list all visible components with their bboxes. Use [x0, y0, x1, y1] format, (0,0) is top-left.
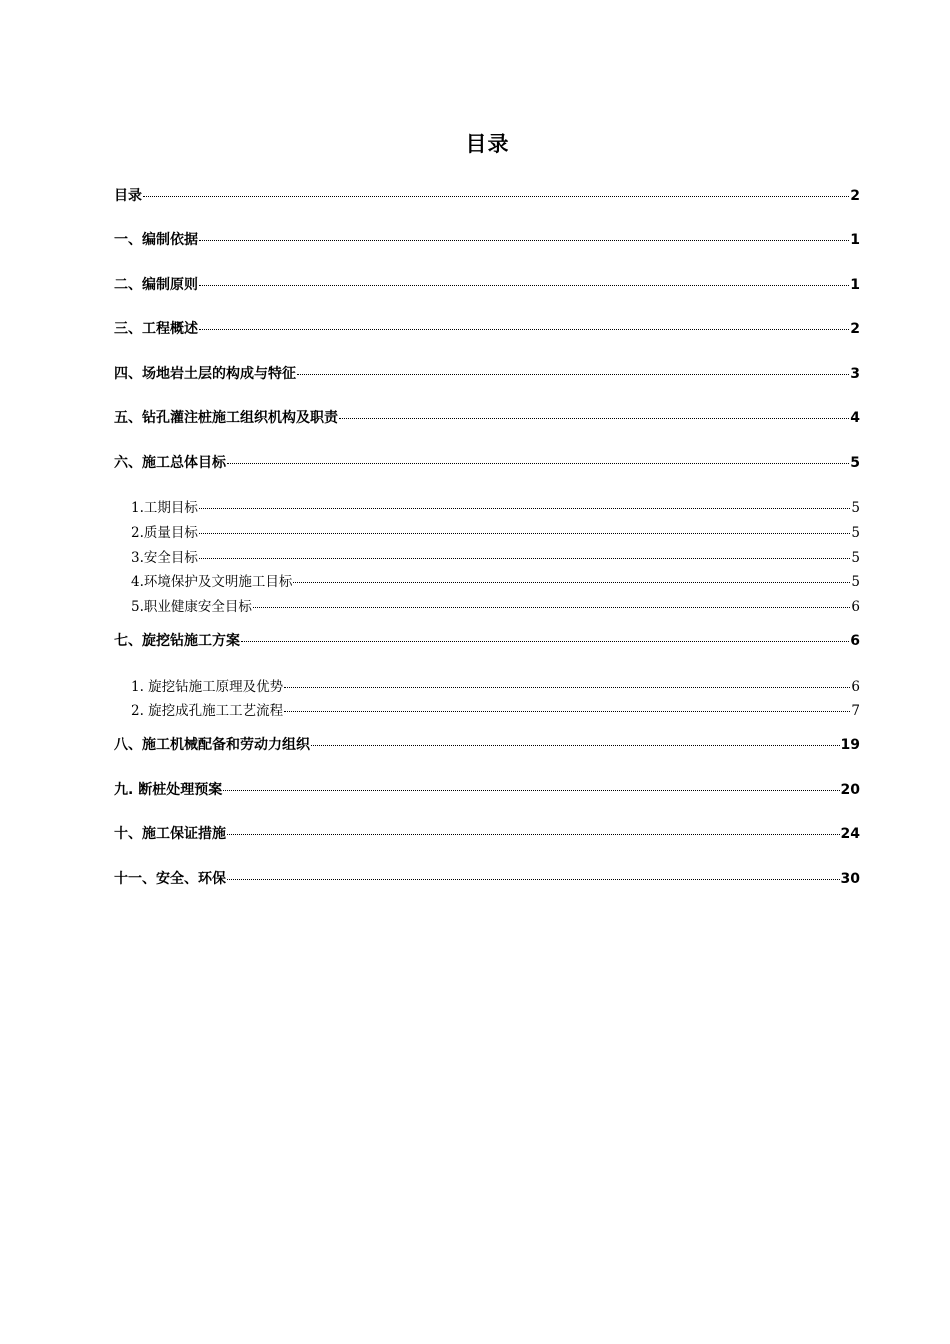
toc-entry-page: 7 [851, 703, 860, 719]
toc-leader-dots [241, 641, 849, 642]
toc-leader-dots [143, 196, 849, 197]
toc-entry-page: 19 [840, 737, 860, 753]
toc-subentry[interactable] [114, 521, 860, 541]
toc-entry-label: 3.安全目标 [131, 550, 198, 566]
toc-leader-dots [199, 533, 851, 534]
toc-entry[interactable] [114, 407, 860, 427]
toc-entry[interactable] [114, 318, 860, 338]
toc-entry[interactable] [114, 185, 860, 205]
toc-entry-page: 2 [850, 188, 860, 204]
toc-leader-dots [199, 285, 849, 286]
toc-leader-dots [253, 607, 851, 608]
toc-entry[interactable] [114, 779, 860, 799]
toc-leader-dots [339, 418, 849, 419]
toc-entry-label: 2. 旋挖成孔施工工艺流程 [131, 703, 284, 719]
toc-entry-label: 一、编制依据 [114, 232, 198, 248]
toc-entry-label: 4.环境保护及文明施工目标 [131, 574, 293, 590]
toc-entry-page: 24 [840, 826, 860, 842]
toc-entry-page: 5 [851, 550, 860, 566]
toc-leader-dots [284, 687, 850, 688]
toc-entry-label: 5.职业健康安全目标 [131, 599, 252, 615]
toc-entry-page: 2 [850, 321, 860, 337]
toc-leader-dots [227, 463, 849, 464]
toc-entry[interactable] [114, 630, 860, 650]
toc-entry[interactable] [114, 274, 860, 294]
toc-entry-label: 2.质量目标 [131, 525, 198, 541]
toc-entry-label: 目录 [114, 188, 142, 204]
toc-entry-page: 4 [850, 410, 860, 426]
toc-entry-page: 5 [851, 525, 860, 541]
toc-leader-dots [227, 879, 840, 880]
toc-subentry[interactable] [114, 595, 860, 615]
toc-entry-page: 3 [850, 366, 860, 382]
toc-entry[interactable] [114, 229, 860, 249]
toc-entry-page: 1 [850, 232, 860, 248]
toc-leader-dots [227, 834, 840, 835]
toc-entry-page: 20 [840, 782, 860, 798]
toc-leader-dots [199, 329, 849, 330]
toc-leader-dots [311, 745, 840, 746]
toc-entry-label: 七、旋挖钻施工方案 [114, 633, 240, 649]
toc-subentry[interactable] [114, 496, 860, 516]
toc-entry-page: 5 [851, 500, 860, 516]
toc-entry-label: 四、场地岩土层的构成与特征 [114, 366, 296, 382]
toc-leader-dots [284, 711, 850, 712]
toc-entry-page: 5 [850, 455, 860, 471]
toc-entry[interactable] [114, 734, 860, 754]
toc-entry-label: 八、施工机械配备和劳动力组织 [114, 737, 310, 753]
toc-entry-page: 5 [851, 574, 860, 590]
toc-entry-page: 1 [850, 277, 860, 293]
toc-entry-page: 6 [851, 599, 860, 615]
toc-subentry[interactable] [114, 699, 860, 719]
toc-entry-label: 九. 断桩处理预案 [114, 782, 223, 798]
toc-leader-dots [293, 582, 850, 583]
toc-entry[interactable] [114, 452, 860, 472]
toc-entry-label: 五、钻孔灌注桩施工组织机构及职责 [114, 410, 338, 426]
toc-leader-dots [199, 508, 851, 509]
toc-entry[interactable] [114, 823, 860, 843]
toc-entry-label: 1.工期目标 [131, 500, 198, 516]
toc-entry-label: 1. 旋挖钻施工原理及优势 [131, 679, 284, 695]
toc-entry-page: 6 [850, 633, 860, 649]
toc-leader-dots [199, 558, 851, 559]
toc-entry-label: 三、工程概述 [114, 321, 198, 337]
toc-entry[interactable] [114, 363, 860, 383]
toc-leader-dots [223, 790, 839, 791]
toc-entry-page: 30 [840, 871, 860, 887]
toc-subentry[interactable] [114, 570, 860, 590]
toc-leader-dots [199, 240, 849, 241]
toc-entry[interactable] [114, 868, 860, 888]
toc-entry-label: 二、编制原则 [114, 277, 198, 293]
toc-entry-label: 六、施工总体目标 [114, 455, 226, 471]
toc-entry-label: 十、施工保证措施 [114, 826, 226, 842]
toc-subentry[interactable] [114, 546, 860, 566]
page-title: 目录 [465, 132, 510, 156]
toc-entry-page: 6 [851, 679, 860, 695]
toc-subentry[interactable] [114, 675, 860, 695]
toc-leader-dots [297, 374, 849, 375]
toc-entry-label: 十一、安全、环保 [114, 871, 226, 887]
